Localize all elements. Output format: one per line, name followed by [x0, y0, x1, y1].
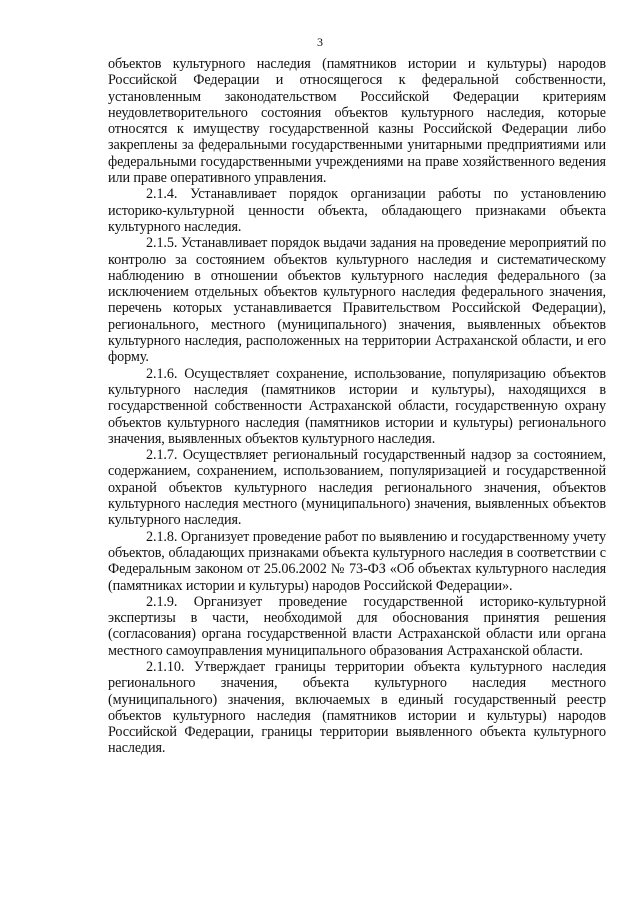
document-body	[108, 56, 606, 757]
paragraph-2-1-7: 2.1.7. Осуществляет региональный государственный надзор за состоянием, содержанием, сохранением, использованием, популяризацией и государственной охраной объектов культурного наследия регионального значения, объектов культурного наследия местного (муниципального) значения, выявленных объектов культурного наследия.	[108, 447, 606, 529]
paragraph-2-1-5: 2.1.5. Устанавливает порядок выдачи задания на проведение мероприятий по контролю за состоянием объектов культурного наследия и систематическому наблюдению в отношении объектов культурного наследия федерального (за исключением отдельных объектов культурного наследия федерального значения, перечень которых устанавливается Правительством Российской Федерации), регионального, местного (муниципального) значения, выявленных объектов культурного наследия, расположенных на территории Астраханской области, и его форму.	[108, 235, 606, 366]
paragraph-2-1-10: 2.1.10. Утверждает границы территории объекта культурного наследия регионального значения, объекта культурного наследия местного (муниципального) значения, включаемых в единый государственный реестр объектов культурного наследия (памятников истории и культуры) народов Российской Федерации, границы территории выявленного объекта культурного наследия.	[108, 658, 606, 757]
paragraph-2-1-9: 2.1.9. Организует проведение государственной историко-культурной экспертизы в части, необходимой для обоснования принятия решения (согласования) органа государственной власти Астраханской области или органа местного самоуправления муниципального образования Астраханской области.	[108, 593, 606, 659]
paragraph-2-1-6: 2.1.6. Осуществляет сохранение, использование, популяризацию объектов культурного наследия (памятников истории и культуры), находящихся в государственной собственности Астраханской области, государственную охрану объектов культурного наследия (памятников истории и культуры) регионального значения, выявленных объектов культурного наследия.	[108, 365, 606, 447]
paragraph-continuation: объектов культурного наследия (памятников истории и культуры) народов Российской Федерации и относящегося к федеральной собственности, установленным законодательством Российской Федерации критериям неудовлетворительного состояния объектов культурного наследия, которые относятся к имуществу государственной казны Российской Федерации либо закреплены за федеральными государственными унитарными предприятиями или федеральными государственными учреждениями на праве хозяйственного ведения или праве оперативного управления.	[108, 56, 606, 187]
page-number: 3	[317, 35, 323, 49]
paragraph-2-1-4: 2.1.4. Устанавливает порядок организации работы по установлению историко-культурной ценности объекта, обладающего признаками объекта культурного наследия.	[108, 186, 606, 235]
paragraph-2-1-8: 2.1.8. Организует проведение работ по выявлению и государственному учету объектов, обладающих признаками объекта культурного наследия в соответствии с Федеральным законом от 25.06.2002 № 73-ФЗ «Об объектах культурного наследия (памятниках истории и культуры) народов Российской Федерации».	[108, 528, 606, 594]
